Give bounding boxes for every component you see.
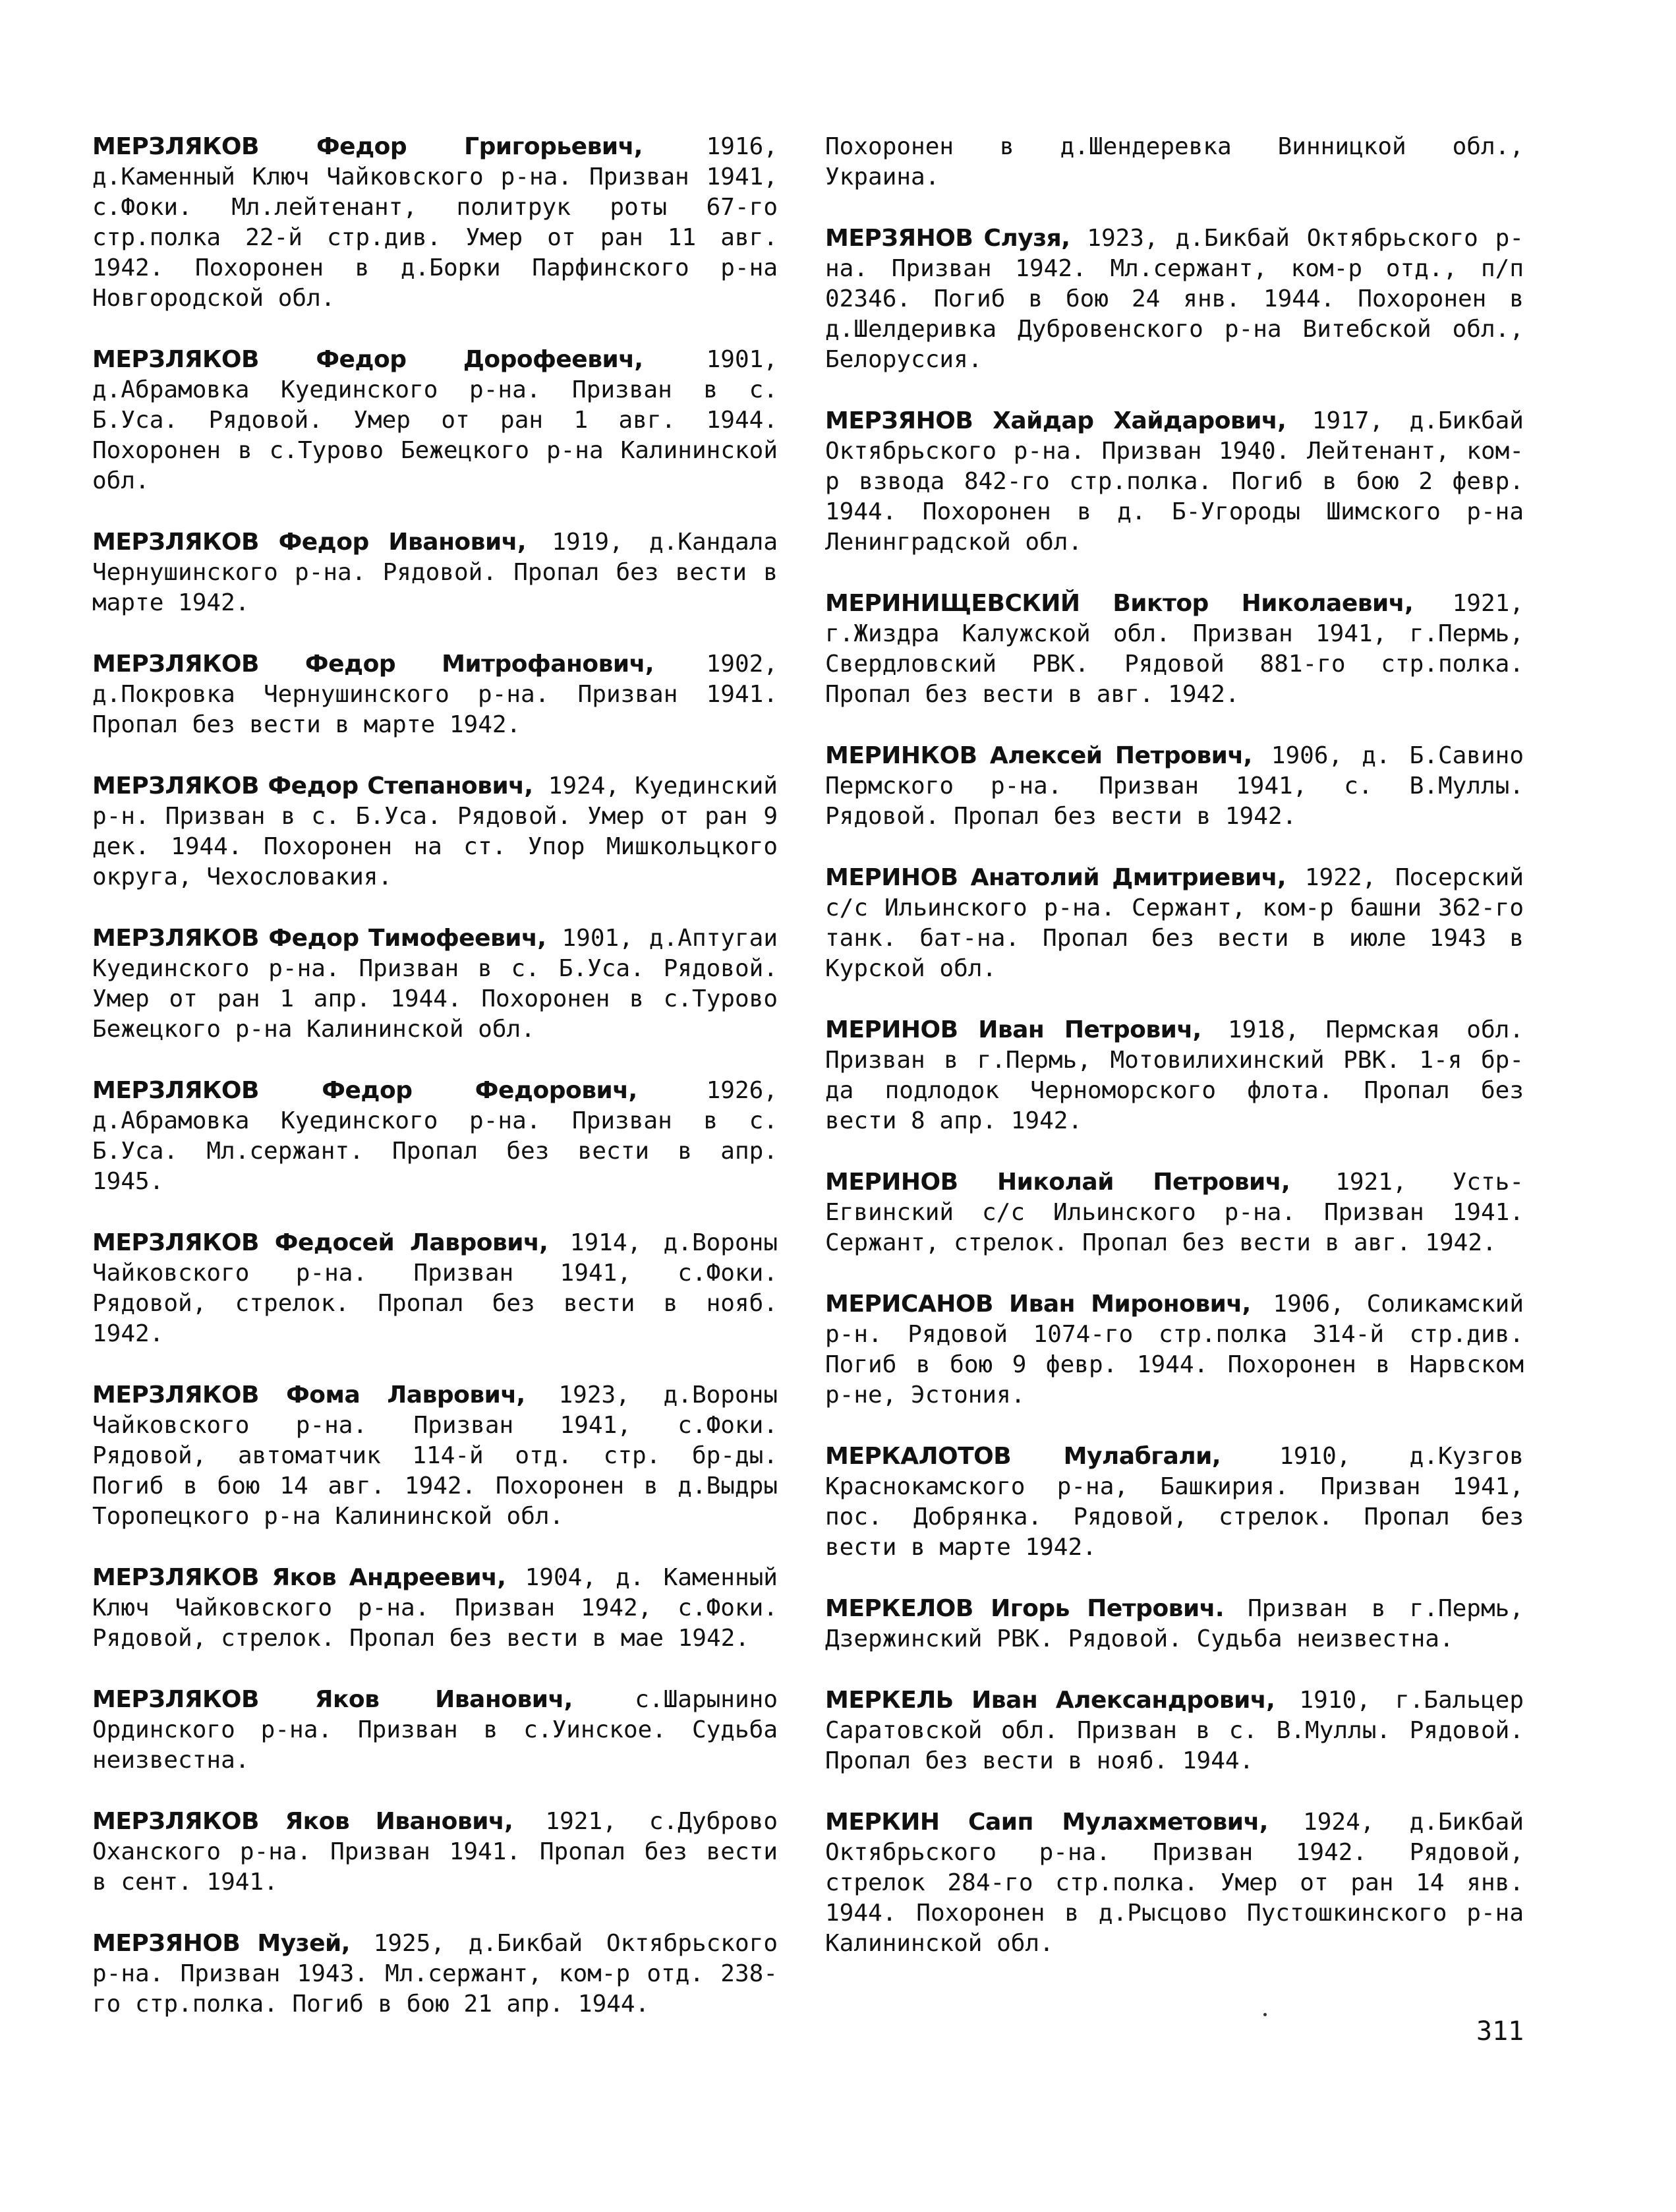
entry-name: МЕРКЕЛОВ Игорь Петрович. (825, 1595, 1225, 1622)
entry-text: 1923, д.Вороны Чайковского р-на. Призван 1941, с.Фоки. Рядовой, автоматчик 114-й отд. стр. бр-ды. Погиб в бою 14 авг. 1942. Похоронен в д.Выдры Торопецкого р-на Калининской обл. (92, 1382, 778, 1530)
entry (92, 527, 778, 618)
entry-text: 1921, Усть-Егвинский с/с Ильинского р-на. Призван 1941. Сержант, стрелок. Пропал без вести в авг. 1942. (825, 1169, 1524, 1256)
entry-text: 1924, д.Бикбай Октябрьского р-на. Призван 1942. Рядовой, стрелок 284-го стр.полка. Умер от ран 14 янв. 1944. Похоронен в д.Рысцово Пустошкинского р-на Калининской обл. (825, 1809, 1524, 1957)
entry-name: МЕРКАЛОТОВ Мулабгали, (825, 1443, 1221, 1470)
entry-text: 1916, д.Каменный Ключ Чайковского р-на. Призван 1941, с.Фоки. Мл.лейтенант, политрук роты 67-го стр.полка 22-й стр.див. Умер от ран 11 авг. 1942. Похоронен в д.Борки Парфинского р-на Новгородской обл. (92, 133, 778, 312)
entry (825, 1167, 1524, 1258)
entry-continuation: Похоронен в д.Шендеревка Винницкой обл., Украина. (825, 133, 1524, 190)
entry-name: МЕРЗЛЯКОВ Федор Дорофеевич, (92, 346, 643, 373)
entry-text: 1919, д.Кандала Чернушинского р-на. Рядовой. Пропал без вести в марте 1942. (92, 529, 778, 616)
entry (825, 1289, 1524, 1411)
entry (825, 863, 1524, 984)
entry (92, 345, 778, 496)
entry-text: 1904, д. Каменный Ключ Чайковского р-на. Призван 1942, с.Фоки. Рядовой, стрелок. Пропал без вести в мае 1942. (92, 1564, 778, 1652)
entry-name: МЕРЗЛЯКОВ Федор Степанович, (92, 772, 533, 800)
entry-name: МЕРИСАНОВ Иван Миронович, (825, 1291, 1251, 1318)
entry (825, 1594, 1524, 1654)
entry-text: 1922, Посерский с/с Ильинского р-на. Сержант, ком-р башни 362-го танк. бат-на. Пропал без вести в июле 1943 в Курской обл. (825, 864, 1524, 982)
entry-name: МЕРИНОВ Анатолий Дмитриевич, (825, 864, 1286, 891)
entry-text: 1917, д.Бикбай Октябрьского р-на. Призван 1940. Лейтенант, ком-р взвода 842-го стр.полка. Погиб в бою 2 февр. 1944. Похоронен в д. Б-Угороды Шимского р-на Ленинградской обл. (825, 407, 1524, 556)
entry-text: 1901, д.Аптугаи Куединского р-на. Призван в с. Б.Уса. Рядовой. Умер от ран 1 апр. 1944. Похоронен в с.Турово Бежецкого р-на Калининской обл. (92, 925, 778, 1043)
entry-text: 1921, с.Дуброво Оханского р-на. Призван 1941. Пропал без вести в сент. 1941. (92, 1808, 778, 1896)
entry (92, 132, 778, 314)
entry-name: МЕРИНКОВ Алексей Петрович, (825, 742, 1252, 769)
entry (92, 1076, 778, 1197)
entry-name: МЕРИНИЩЕВСКИЙ Виктор Николаевич, (825, 590, 1414, 617)
entry (825, 741, 1524, 832)
entry-name: МЕРЗЛЯКОВ Яков Иванович, (92, 1686, 573, 1713)
entry (825, 1685, 1524, 1776)
entry-text: 1902, д.Покровка Чернушинского р-на. Призван 1941. Пропал без вести в марте 1942. (92, 651, 778, 738)
entry-text: 1914, д.Вороны Чайковского р-на. Призван 1941, с.Фоки. Рядовой, стрелок. Пропал без вести в нояб. 1942. (92, 1229, 778, 1347)
entry-name: МЕРЗЯНОВ Музей, (92, 1930, 350, 1957)
entry-text: 1906, Соликамский р-н. Рядовой 1074-го стр.полка 314-й стр.див. Погиб в бою 9 февр. 1944. Похоронен в Нарвском р-не, Эстония. (825, 1291, 1524, 1409)
entry-name: МЕРЗЛЯКОВ Федор Федорович, (92, 1077, 637, 1104)
entry (92, 771, 778, 892)
entry (92, 1807, 778, 1898)
entry-name: МЕРЗЛЯКОВ Федор Митрофанович, (92, 651, 654, 678)
left-column (92, 132, 778, 2051)
entry (92, 1228, 778, 1349)
entry-name: МЕРЗЛЯКОВ Яков Андреевич, (92, 1564, 506, 1591)
entry (92, 1380, 778, 1532)
entry (825, 1015, 1524, 1136)
entry (92, 1563, 778, 1654)
entry-name: МЕРКИН Саип Мулахметович, (825, 1809, 1268, 1836)
entry (92, 923, 778, 1045)
entry-text: 1925, д.Бикбай Октябрьского р-на. Призван 1943. Мл.сержант, ком-р отд. 238-го стр.полка. Погиб в бою 21 апр. 1944. (92, 1930, 778, 2018)
right-column (825, 132, 1524, 1990)
print-speck (1263, 2013, 1267, 2016)
page-number: 311 (1476, 2016, 1524, 2047)
entry-text: 1924, Куединский р-н. Призван в с. Б.Уса. Рядовой. Умер от ран 9 дек. 1944. Похоронен на ст. Упор Мишкольцкого округа, Чехословакия. (92, 772, 778, 890)
entry (825, 223, 1524, 375)
entry (92, 1929, 778, 2020)
entry-text: 1918, Пермская обл. Призван в г.Пермь, Мотовилихинский РВК. 1-я бр-да подлодок Черноморского флота. Пропал без вести 8 апр. 1942. (825, 1016, 1524, 1134)
entry-name: МЕРЗЛЯКОВ Федосей Лаврович, (92, 1229, 548, 1256)
entry-name: МЕРКЕЛЬ Иван Александрович, (825, 1687, 1275, 1714)
entry-name: МЕРЗЯНОВ Хайдар Хайдарович, (825, 407, 1286, 434)
entry-text: 1901, д.Абрамовка Куединского р-на. Призван в с. Б.Уса. Рядовой. Умер от ран 1 авг. 1944. Похоронен в с.Турово Бежецкого р-на Калининской обл. (92, 346, 778, 494)
entry (92, 649, 778, 740)
entry-text: 1910, д.Кузгов Краснокамского р-на, Башкирия. Призван 1941, пос. Добрянка. Рядовой, стрелок. Пропал без вести в марте 1942. (825, 1443, 1524, 1561)
entry-name: МЕРИНОВ Иван Петрович, (825, 1016, 1201, 1043)
entry-text: Призван в г.Пермь, Дзержинский РВК. Рядовой. Судьба неизвестна. (825, 1595, 1524, 1652)
entry-text: 1921, г.Жиздра Калужской обл. Призван 1941, г.Пермь, Свердловский РВК. Рядовой 881-го стр.полка. Пропал без вести в авг. 1942. (825, 590, 1524, 708)
entry-name: МЕРЗЛЯКОВ Яков Иванович, (92, 1808, 513, 1835)
entry-name: МЕРЗЯНОВ Слузя, (825, 225, 1070, 252)
entry-text: 1926, д.Абрамовка Куединского р-на. Призван в с. Б.Уса. Мл.сержант. Пропал без вести в апр. 1945. (92, 1077, 778, 1195)
entry-name: МЕРЗЛЯКОВ Федор Григорьевич, (92, 133, 643, 160)
entry-name: МЕРИНОВ Николай Петрович, (825, 1169, 1290, 1196)
entry (825, 406, 1524, 558)
entry-text: 1910, г.Бальцер Саратовской обл. Призван в с. В.Муллы. Рядовой. Пропал без вести в нояб. 1944. (825, 1687, 1524, 1774)
entry-name: МЕРЗЛЯКОВ Фома Лаврович, (92, 1382, 525, 1409)
entry (92, 1685, 778, 1776)
entry-name: МЕРЗЛЯКОВ Федор Иванович, (92, 529, 527, 556)
entry-name: МЕРЗЛЯКОВ Федор Тимофеевич, (92, 925, 546, 952)
entry-text: 1906, д. Б.Савино Пермского р-на. Призван 1941, с. В.Муллы. Рядовой. Пропал без вести в 1942. (825, 742, 1524, 830)
entry (825, 1441, 1524, 1563)
entry (825, 1807, 1524, 1959)
entry-text: 1923, д.Бикбай Октябрьского р-на. Призван 1942. Мл.сержант, ком-р отд., п/п 02346. Погиб в бою 24 янв. 1944. Похоронен в д.Шелдеривка Дубровенского р-на Витебской обл., Белоруссия. (825, 225, 1524, 373)
entry (825, 589, 1524, 710)
entry-text: с.Шарынино Ординского р-на. Призван в с.Уинское. Судьба неизвестна. (92, 1686, 778, 1774)
